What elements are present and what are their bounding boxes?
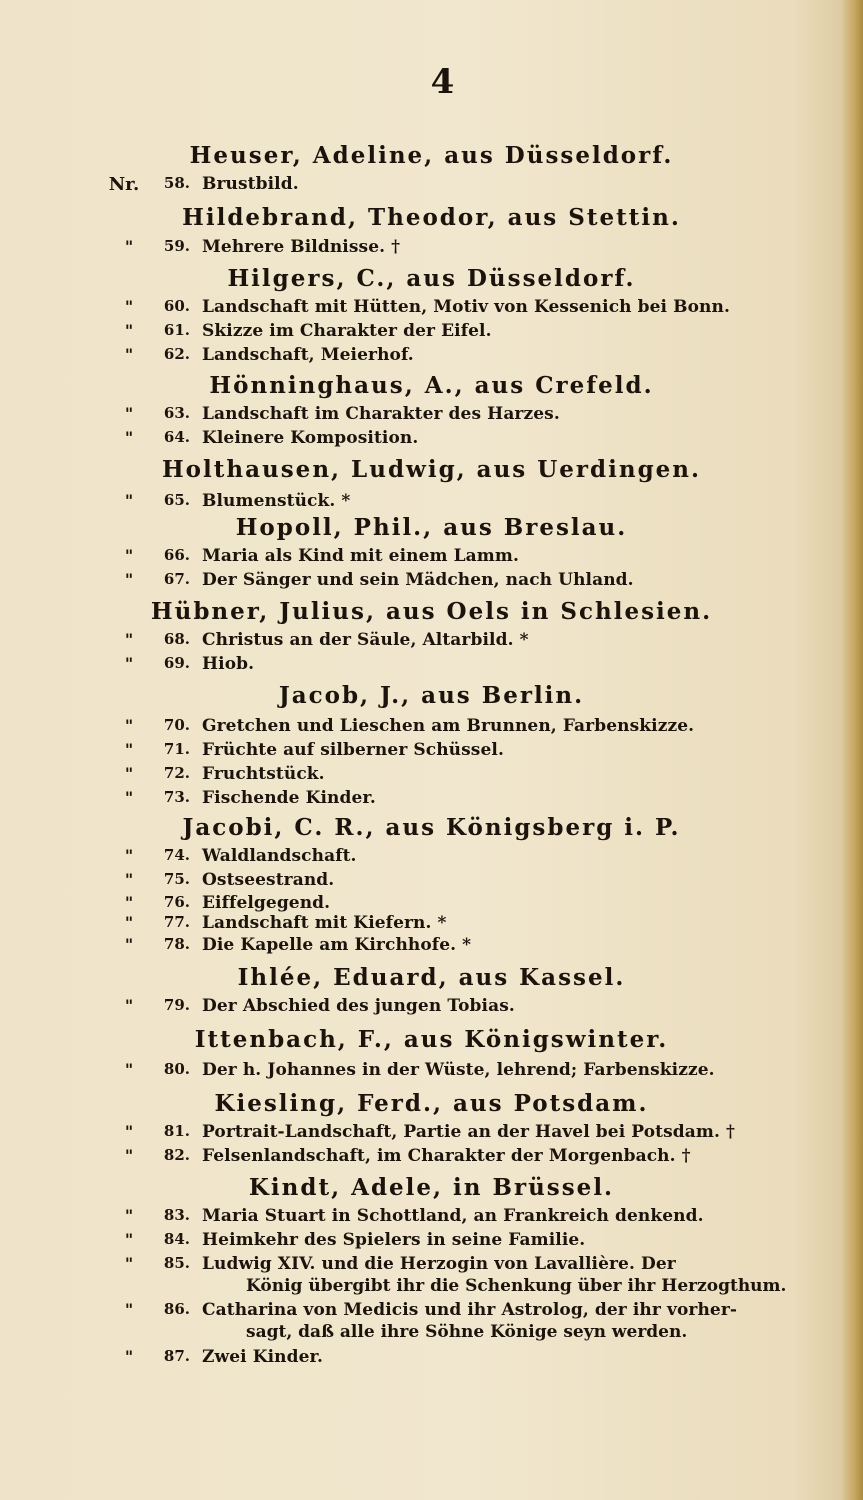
entry-number: 68. bbox=[163, 630, 190, 648]
entry-number: 77. bbox=[163, 913, 190, 931]
entry-number: 72. bbox=[163, 764, 190, 782]
entry-title: Felsenlandschaft, im Charakter der Morgenbach. † bbox=[202, 1146, 691, 1166]
catalog-entry bbox=[0, 740, 863, 766]
catalog-entry bbox=[0, 716, 863, 742]
catalog-entry bbox=[0, 297, 863, 323]
entry-title: Blumenstück. * bbox=[202, 491, 351, 511]
entry-number: 59. bbox=[163, 237, 190, 255]
entry-title: Brustbild. bbox=[202, 174, 299, 194]
entry-title: Landschaft im Charakter des Harzes. bbox=[202, 404, 560, 424]
ditto-mark: " bbox=[124, 1230, 134, 1249]
entry-number: 74. bbox=[163, 846, 190, 864]
entry-number: 81. bbox=[163, 1122, 190, 1140]
catalog-entry bbox=[0, 546, 863, 572]
ditto-mark: " bbox=[124, 1300, 134, 1319]
catalog-entry bbox=[0, 1122, 863, 1148]
ditto-mark: " bbox=[124, 570, 134, 589]
entry-title: Eiffelgegend. bbox=[202, 893, 331, 913]
entry-title: Waldlandschaft. bbox=[202, 846, 357, 866]
entry-title: Skizze im Charakter der Eifel. bbox=[202, 321, 492, 341]
artist-heading: Ittenbach, F., aus Königswinter. bbox=[194, 1026, 669, 1053]
entry-number: 62. bbox=[163, 345, 190, 363]
catalog-entry bbox=[0, 846, 863, 872]
entry-title: Der Abschied des jungen Tobias. bbox=[202, 996, 515, 1016]
catalog-entry bbox=[0, 935, 863, 961]
ditto-mark: " bbox=[124, 237, 134, 256]
entry-title: Mehrere Bildnisse. † bbox=[202, 237, 401, 257]
artist-heading: Ihlée, Eduard, aus Kassel. bbox=[237, 964, 626, 991]
entry-title: Ostseestrand. bbox=[202, 870, 335, 890]
entry-title: Landschaft mit Hütten, Motiv von Kessenich bei Bonn. bbox=[202, 297, 730, 317]
entry-title: Die Kapelle am Kirchhofe. * bbox=[202, 935, 472, 955]
entry-title: Ludwig XIV. und die Herzogin von Lavallière. Der bbox=[202, 1254, 676, 1274]
entry-number: 87. bbox=[163, 1347, 190, 1365]
entry-number: 61. bbox=[163, 321, 190, 339]
entry-number: 76. bbox=[163, 893, 190, 911]
catalog-entry bbox=[0, 570, 863, 596]
entry-title: Portrait-Landschaft, Partie an der Havel bei Potsdam. † bbox=[202, 1122, 735, 1142]
entry-title-continued: König übergibt ihr die Schenkung über ihr Herzogthum. bbox=[246, 1276, 787, 1296]
artist-heading: Kiesling, Ferd., aus Potsdam. bbox=[214, 1090, 649, 1117]
catalog-entry bbox=[0, 345, 863, 371]
catalog-entry bbox=[0, 1146, 863, 1172]
entry-title: Landschaft, Meierhof. bbox=[202, 345, 414, 365]
ditto-mark: " bbox=[124, 1122, 134, 1141]
entry-title: Maria als Kind mit einem Lamm. bbox=[202, 546, 519, 566]
entry-number: 63. bbox=[163, 404, 190, 422]
catalog-entry bbox=[0, 654, 863, 680]
ditto-mark: " bbox=[124, 1206, 134, 1225]
catalog-entry bbox=[0, 1060, 863, 1086]
entry-title: Landschaft mit Kiefern. * bbox=[202, 913, 447, 933]
ditto-mark: " bbox=[124, 935, 134, 954]
catalog-entry bbox=[0, 1230, 863, 1256]
ditto-mark: " bbox=[124, 428, 134, 447]
ditto-mark: " bbox=[124, 491, 134, 510]
entry-number: 84. bbox=[163, 1230, 190, 1248]
ditto-mark: " bbox=[124, 321, 134, 340]
ditto-mark: " bbox=[124, 1254, 134, 1273]
entry-title: Catharina von Medicis und ihr Astrolog, der ihr vorher- bbox=[202, 1300, 738, 1320]
ditto-mark: " bbox=[124, 630, 134, 649]
entry-number: 79. bbox=[163, 996, 190, 1014]
ditto-mark: " bbox=[124, 297, 134, 316]
entry-number: 71. bbox=[163, 740, 190, 758]
artist-heading: Holthausen, Ludwig, aus Uerdingen. bbox=[161, 456, 702, 483]
entry-number: 67. bbox=[163, 570, 190, 588]
entry-title: Früchte auf silberner Schüssel. bbox=[202, 740, 504, 760]
ditto-mark: " bbox=[124, 546, 134, 565]
entry-title: Gretchen und Lieschen am Brunnen, Farbenskizze. bbox=[202, 716, 695, 736]
entry-title: Zwei Kinder. bbox=[202, 1347, 324, 1367]
entry-title: Der Sänger und sein Mädchen, nach Uhland. bbox=[202, 570, 634, 590]
entry-title: Fischende Kinder. bbox=[202, 788, 376, 808]
ditto-mark: " bbox=[124, 404, 134, 423]
entry-number: 80. bbox=[163, 1060, 190, 1078]
catalog-entry bbox=[0, 788, 863, 814]
ditto-mark: " bbox=[124, 996, 134, 1015]
catalog-entry bbox=[0, 404, 863, 430]
ditto-mark: " bbox=[124, 345, 134, 364]
entry-number: 70. bbox=[163, 716, 190, 734]
artist-heading: Jacob, J., aus Berlin. bbox=[278, 682, 585, 709]
entry-title: Heimkehr des Spielers in seine Familie. bbox=[202, 1230, 586, 1250]
ditto-mark: " bbox=[124, 764, 134, 783]
ditto-mark: " bbox=[124, 846, 134, 865]
entry-number: 82. bbox=[163, 1146, 190, 1164]
entry-title: Maria Stuart in Schottland, an Frankreich denkend. bbox=[202, 1206, 704, 1226]
entry-number: 85. bbox=[163, 1254, 190, 1272]
page-number: 4 bbox=[430, 62, 455, 102]
entry-title: Hiob. bbox=[202, 654, 255, 674]
entry-number: 65. bbox=[163, 491, 190, 509]
catalog-entry bbox=[0, 428, 863, 454]
catalog-entry bbox=[0, 764, 863, 790]
artist-heading: Heuser, Adeline, aus Düsseldorf. bbox=[189, 142, 674, 169]
ditto-mark: " bbox=[124, 1347, 134, 1366]
artist-heading: Hübner, Julius, aus Oels in Schlesien. bbox=[150, 598, 713, 625]
entry-title: Der h. Johannes in der Wüste, lehrend; Farbenskizze. bbox=[202, 1060, 715, 1080]
ditto-mark: " bbox=[124, 1060, 134, 1079]
ditto-mark: " bbox=[124, 913, 134, 932]
artist-heading: Hönninghaus, A., aus Crefeld. bbox=[209, 372, 654, 399]
entry-title-continued: sagt, daß alle ihre Söhne Könige seyn werden. bbox=[246, 1322, 688, 1342]
artist-heading: Hilgers, C., aus Düsseldorf. bbox=[227, 265, 636, 292]
ditto-mark: " bbox=[124, 654, 134, 673]
catalog-entry-continuation bbox=[0, 1322, 863, 1348]
catalog-entry-continuation bbox=[0, 1276, 863, 1302]
ditto-mark: " bbox=[124, 870, 134, 889]
ditto-mark: " bbox=[124, 716, 134, 735]
ditto-mark: " bbox=[124, 788, 134, 807]
artist-heading: Jacobi, C. R., aus Königsberg i. P. bbox=[182, 814, 681, 841]
entry-title: Fruchtstück. bbox=[202, 764, 325, 784]
catalog-entry bbox=[0, 237, 863, 263]
entry-number: 69. bbox=[163, 654, 190, 672]
ditto-mark: " bbox=[124, 893, 134, 912]
artist-heading: Kindt, Adele, in Brüssel. bbox=[248, 1174, 615, 1201]
entry-number: 86. bbox=[163, 1300, 190, 1318]
entry-number: 66. bbox=[163, 546, 190, 564]
catalog-entry bbox=[0, 1347, 863, 1373]
catalog-entry bbox=[0, 321, 863, 347]
ditto-mark: " bbox=[124, 1146, 134, 1165]
catalog-entry bbox=[0, 1206, 863, 1232]
catalog-entry bbox=[0, 174, 863, 200]
catalog-entry bbox=[0, 996, 863, 1022]
entry-number: 73. bbox=[163, 788, 190, 806]
entry-number: 60. bbox=[163, 297, 190, 315]
entry-number: 64. bbox=[163, 428, 190, 446]
entry-number: 75. bbox=[163, 870, 190, 888]
artist-heading: Hopoll, Phil., aus Breslau. bbox=[235, 514, 628, 541]
entry-number: 58. bbox=[163, 174, 190, 192]
entry-title: Christus an der Säule, Altarbild. * bbox=[202, 630, 529, 650]
ditto-mark: " bbox=[124, 740, 134, 759]
entry-mark: Nr. bbox=[108, 174, 140, 195]
entry-title: Kleinere Komposition. bbox=[202, 428, 419, 448]
catalog-entry bbox=[0, 630, 863, 656]
entry-number: 78. bbox=[163, 935, 190, 953]
entry-number: 83. bbox=[163, 1206, 190, 1224]
artist-heading: Hildebrand, Theodor, aus Stettin. bbox=[182, 204, 681, 231]
